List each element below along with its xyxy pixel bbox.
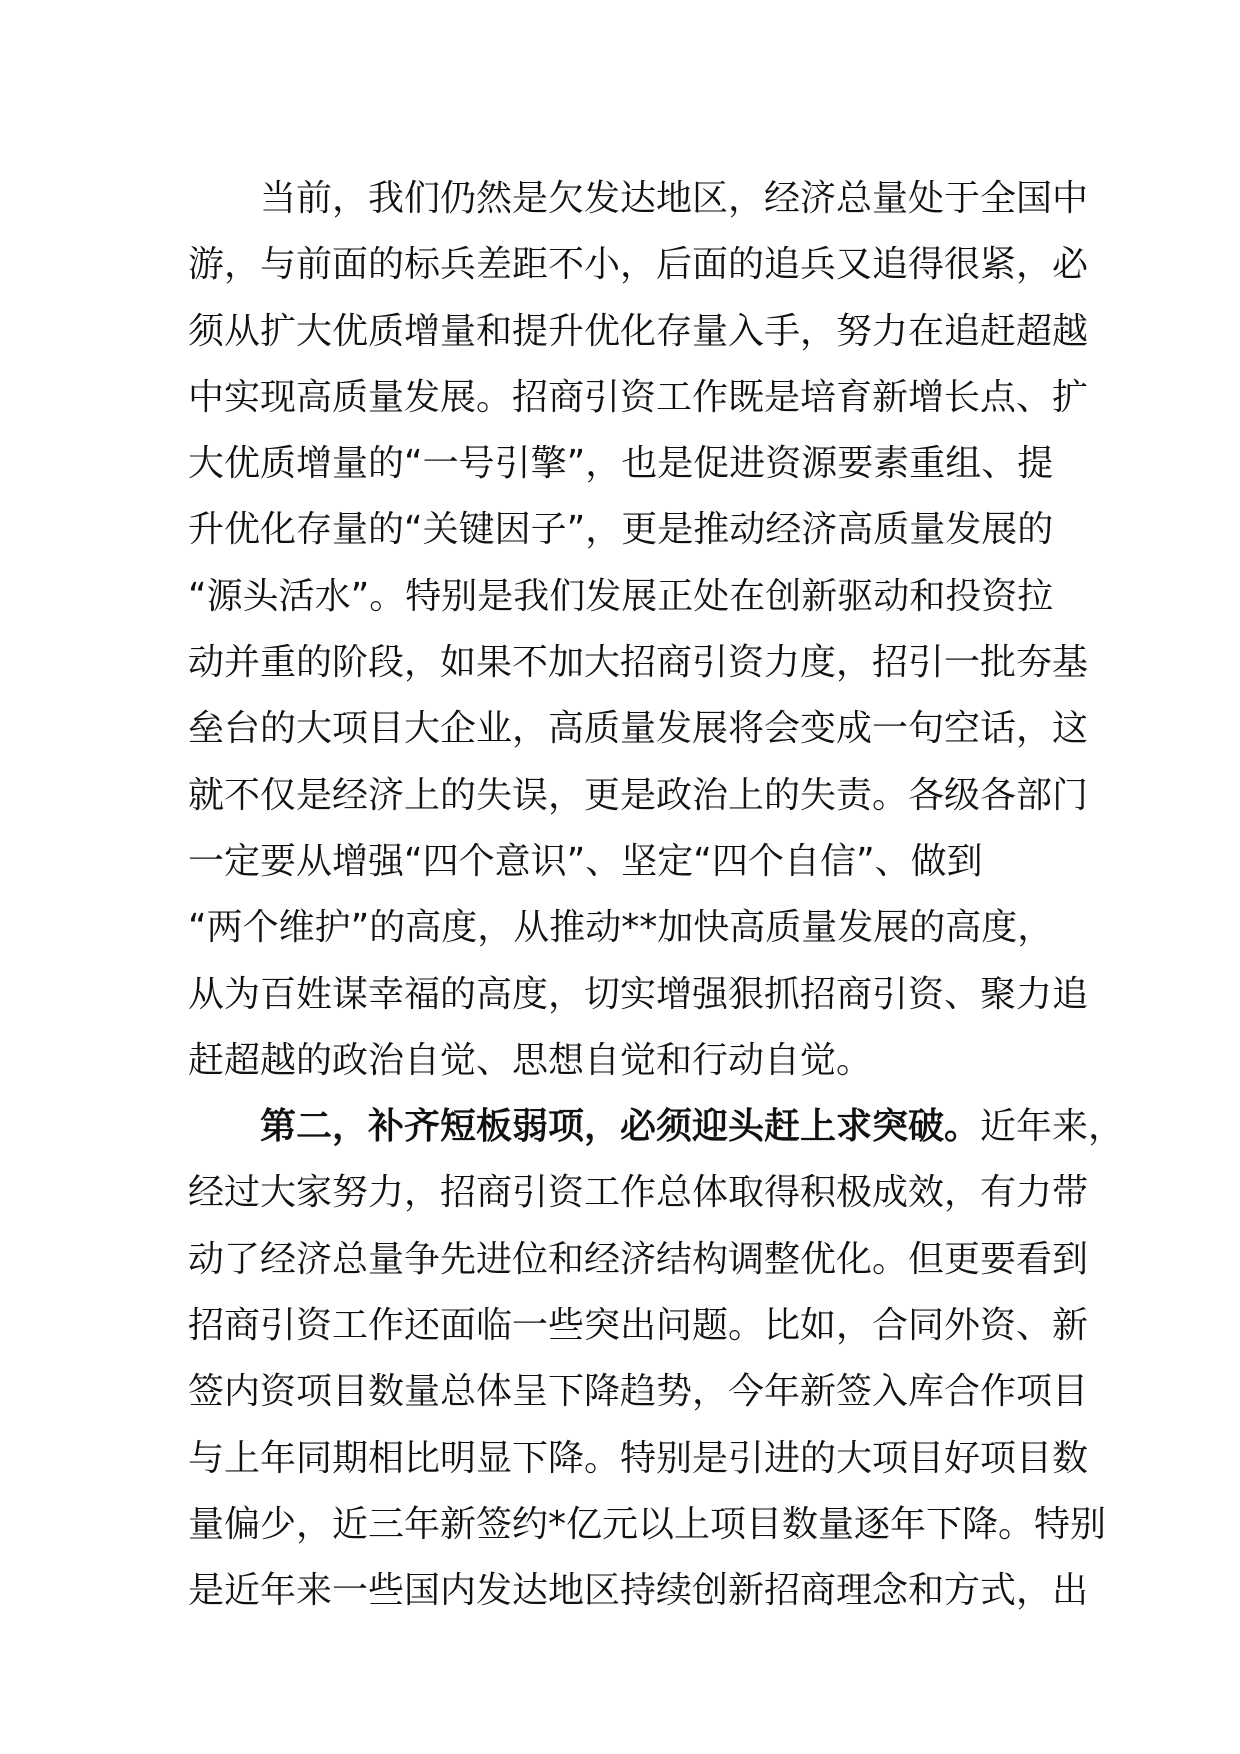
- text-line: 垒台的大项目大企业，高质量发展将会变成一句空话，这: [188, 708, 1089, 750]
- text-line: 与上年同期相比明显下降。特别是引进的大项目好项目数: [188, 1437, 1089, 1479]
- text-line: 游，与前面的标兵差距不小，后面的追兵又追得很紧，必: [188, 244, 1089, 286]
- heading-continuation: 近年来，: [980, 1106, 1125, 1148]
- text-line: 量偏少，近三年新签约*亿元以上项目数量逐年下降。特别: [188, 1503, 1107, 1545]
- text-line: 当前，我们仍然是欠发达地区，经济总量处于全国中: [260, 178, 1089, 219]
- text-line: 动了经济总量争先进位和经济结构调整优化。但更要看到: [188, 1238, 1089, 1280]
- text-line: “源头活水”。特别是我们发展正处在创新驱动和投资拉: [188, 575, 1054, 617]
- paragraph-2: [188, 1094, 1125, 1624]
- paragraph-heading: 第二，补齐短板弱项，必须迎头赶上求突破。: [260, 1106, 981, 1148]
- text-line: 是近年来一些国内发达地区持续创新招商理念和方式，出: [188, 1570, 1089, 1612]
- text-line: 须从扩大优质增量和提升优化存量入手，努力在追赶超越: [188, 310, 1089, 352]
- text-line: 就不仅是经济上的失误，更是政治上的失责。各级各部门: [188, 774, 1089, 816]
- text-line: 一定要从增强“四个意识”、坚定“四个自信”、做到: [188, 840, 983, 882]
- body-text: [188, 166, 1125, 1625]
- text-line: 大优质增量的“一号引擎”，也是促进资源要素重组、提: [188, 443, 1054, 485]
- text-line: 签内资项目数量总体呈下降趋势，今年新签入库合作项目: [188, 1371, 1089, 1413]
- text-line: 动并重的阶段，如果不加大招商引资力度，招引一批夯基: [188, 642, 1089, 684]
- text-line: “两个维护”的高度，从推动**加快高质量发展的高度，: [188, 907, 1054, 949]
- text-line: 从为百姓谋幸福的高度，切实增强狠抓招商引资、聚力追: [188, 973, 1089, 1015]
- paragraph-1: [188, 166, 1089, 1094]
- text-line: 中实现高质量发展。招商引资工作既是培育新增长点、扩: [188, 376, 1089, 418]
- text-line: 赶超越的政治自觉、思想自觉和行动自觉。: [188, 1039, 873, 1081]
- text-line: [188, 1094, 1125, 1160]
- text-line: 升优化存量的“关键因子”，更是推动经济高质量发展的: [188, 509, 1054, 551]
- text-line: 经过大家努力，招商引资工作总体取得积极成效，有力带: [188, 1172, 1089, 1214]
- text-line: 招商引资工作还面临一些突出问题。比如，合同外资、新: [188, 1305, 1089, 1347]
